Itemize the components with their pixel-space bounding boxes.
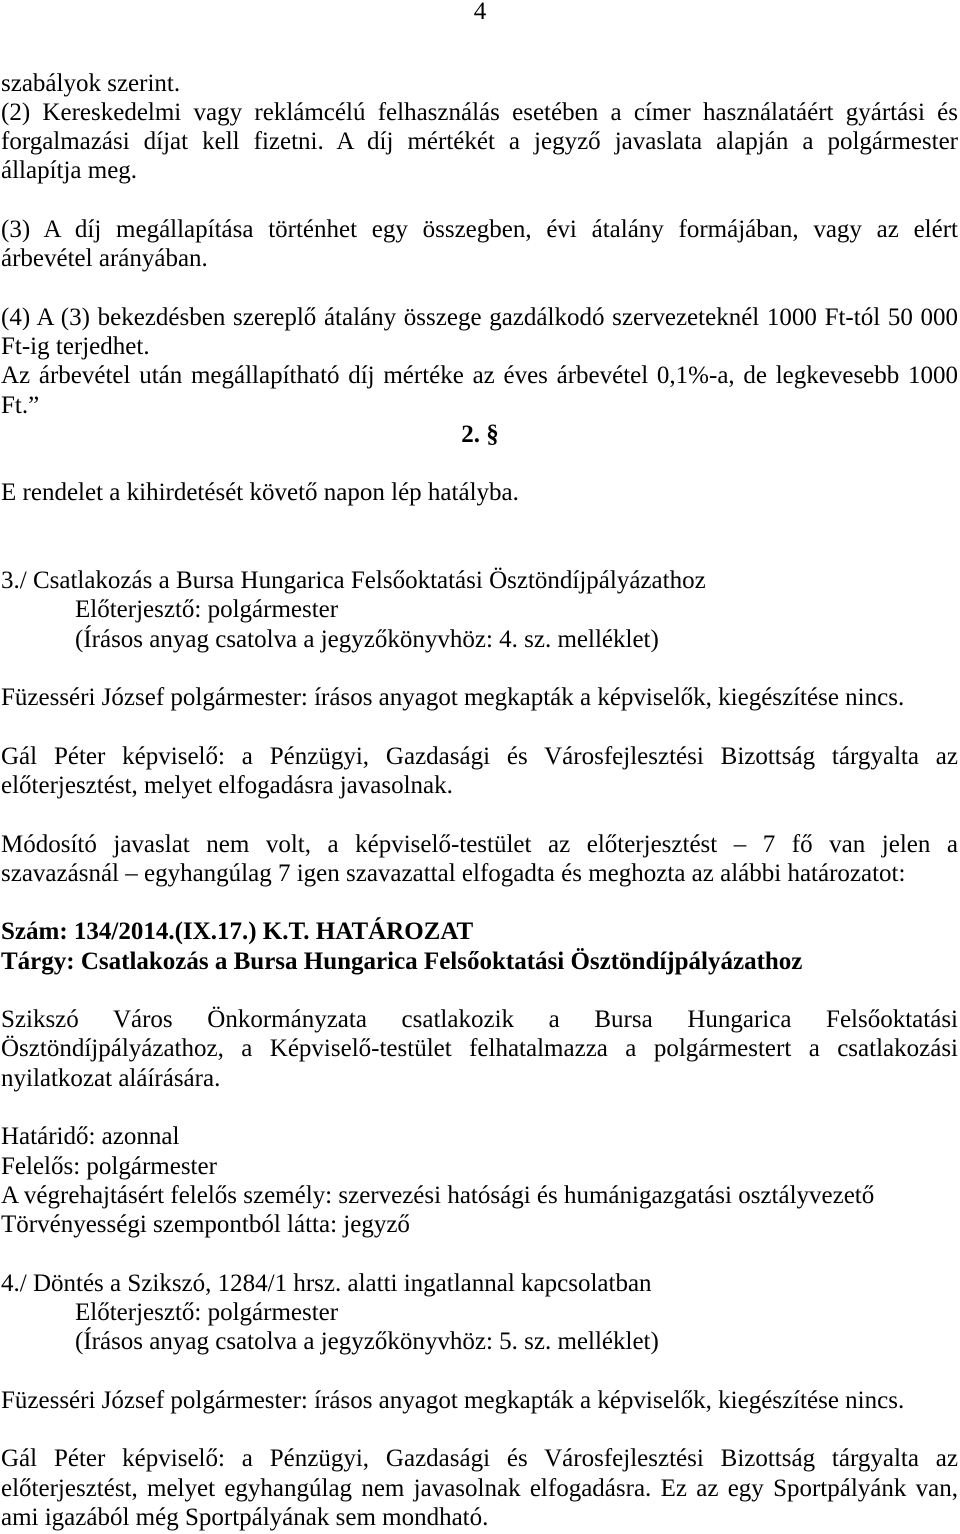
committee-statement-line-2: előterjesztést, melyet elfogadásra javasolnak. xyxy=(1,772,453,799)
resolution-deadline: Határidő: azonnal xyxy=(1,1123,180,1151)
resolution-number: Szám: 134/2014.(IX.17.) K.T. HATÁROZAT xyxy=(1,918,474,946)
resolution-text-line-1: Szikszó Város Önkormányzata csatlakozik a Bursa Hungarica Felsőoktatási xyxy=(1,1006,958,1034)
paragraph-4-continued-line-1: Az árbevétel után megállapítható díj mértéke az éves árbevétel 0,1%-a, de legkevesebb 1000 xyxy=(1,362,958,390)
paragraph-4-line-1: (4) A (3) bekezdésben szereplő átalány összege gazdálkodó szervezeteknél 1000 Ft-tól 50 000 xyxy=(1,303,958,331)
paragraph-2-line-2: forgalmazási díjat kell fizetni. A díj mértékét a jegyző javaslata alapján a polgármester xyxy=(1,128,958,155)
paragraph-3-line-2: árbevétel arányában. xyxy=(1,245,208,273)
agenda-item-title: 4./ Döntés a Szikszó, 1284/1 hrsz. alatti ingatlannal kapcsolatban xyxy=(1,1269,652,1297)
mayor-statement: Füzesséri József polgármester: írásos anyagot megkapták a képviselők, kiegészítése nincs. xyxy=(1,1386,905,1414)
resolution-text-line-3: nyilatkozat aláírására. xyxy=(1,1064,221,1092)
committee-statement-line-3: ami igazából még Sportpályának sem mondható. xyxy=(1,1503,489,1531)
vote-statement-line-1: Módosító javaslat nem volt, a képviselő-testület az előterjesztést – 7 fő van jelen a xyxy=(1,830,958,858)
mayor-statement: Füzesséri József polgármester: írásos anyagot megkapták a képviselők, kiegészítése nincs. xyxy=(1,684,905,712)
resolution-subject: Tárgy: Csatlakozás a Bursa Hungarica Felsőoktatási Ösztöndíjpályázathoz xyxy=(1,947,803,975)
committee-statement-line-2: előterjesztést, melyet egyhangúlag nem javasolnak elfogadásra. Ez az egy Sportpályánk van, xyxy=(1,1474,958,1502)
page-number: 4 xyxy=(473,0,487,25)
agenda-item-presenter: Előterjesztő: polgármester xyxy=(75,596,339,624)
agenda-item-attachment: (Írásos anyag csatolva a jegyzőkönyvhöz: 5. sz. melléklet) xyxy=(75,1328,659,1356)
paragraph-3-line-1: (3) A díj megállapítása történhet egy összegben, évi átalány formájában, vagy az elért xyxy=(1,215,958,243)
committee-statement-line-1: Gál Péter képviselő: a Pénzügyi, Gazdasági és Városfejlesztési Bizottság tárgyalta az xyxy=(1,742,958,770)
resolution-executor: A végrehajtásért felelős személy: szervezési hatósági és humánigazgatási osztályvezető xyxy=(1,1181,875,1209)
decree-continuation: szabályok szerint. xyxy=(1,69,181,97)
agenda-item-attachment: (Írásos anyag csatolva a jegyzőkönyvhöz: 4. sz. melléklet) xyxy=(75,625,659,653)
resolution-legality-check: Törvényességi szempontból látta: jegyző xyxy=(1,1211,410,1238)
resolution-responsible: Felelős: polgármester xyxy=(1,1152,217,1180)
paragraph-2-line-1: (2) Kereskedelmi vagy reklámcélú felhasználás esetében a címer használatáért gyártási és xyxy=(1,98,958,126)
agenda-item-title: 3./ Csatlakozás a Bursa Hungarica Felsőoktatási Ösztöndíjpályázathoz xyxy=(1,567,706,595)
paragraph-4-line-2: Ft-ig terjedhet. xyxy=(1,332,150,360)
section-heading: 2. § xyxy=(461,420,499,448)
entry-into-force-text: E rendelet a kihirdetését követő napon lép hatályba. xyxy=(1,479,519,507)
vote-statement-line-2: szavazásnál – egyhangúlag 7 igen szavazattal elfogadta és meghozta az alábbi határozatot: xyxy=(1,859,906,887)
agenda-item-presenter: Előterjesztő: polgármester xyxy=(75,1298,339,1326)
committee-statement-line-1: Gál Péter képviselő: a Pénzügyi, Gazdasági és Városfejlesztési Bizottság tárgyalta az xyxy=(1,1445,958,1473)
paragraph-2-line-3: állapítja meg. xyxy=(1,157,138,185)
resolution-text-line-2: Ösztöndíjpályázathoz, a Képviselő-testület felhatalmazza a polgármestert a csatlakozási xyxy=(1,1035,958,1063)
paragraph-4-continued-line-2: Ft.” xyxy=(1,391,40,419)
